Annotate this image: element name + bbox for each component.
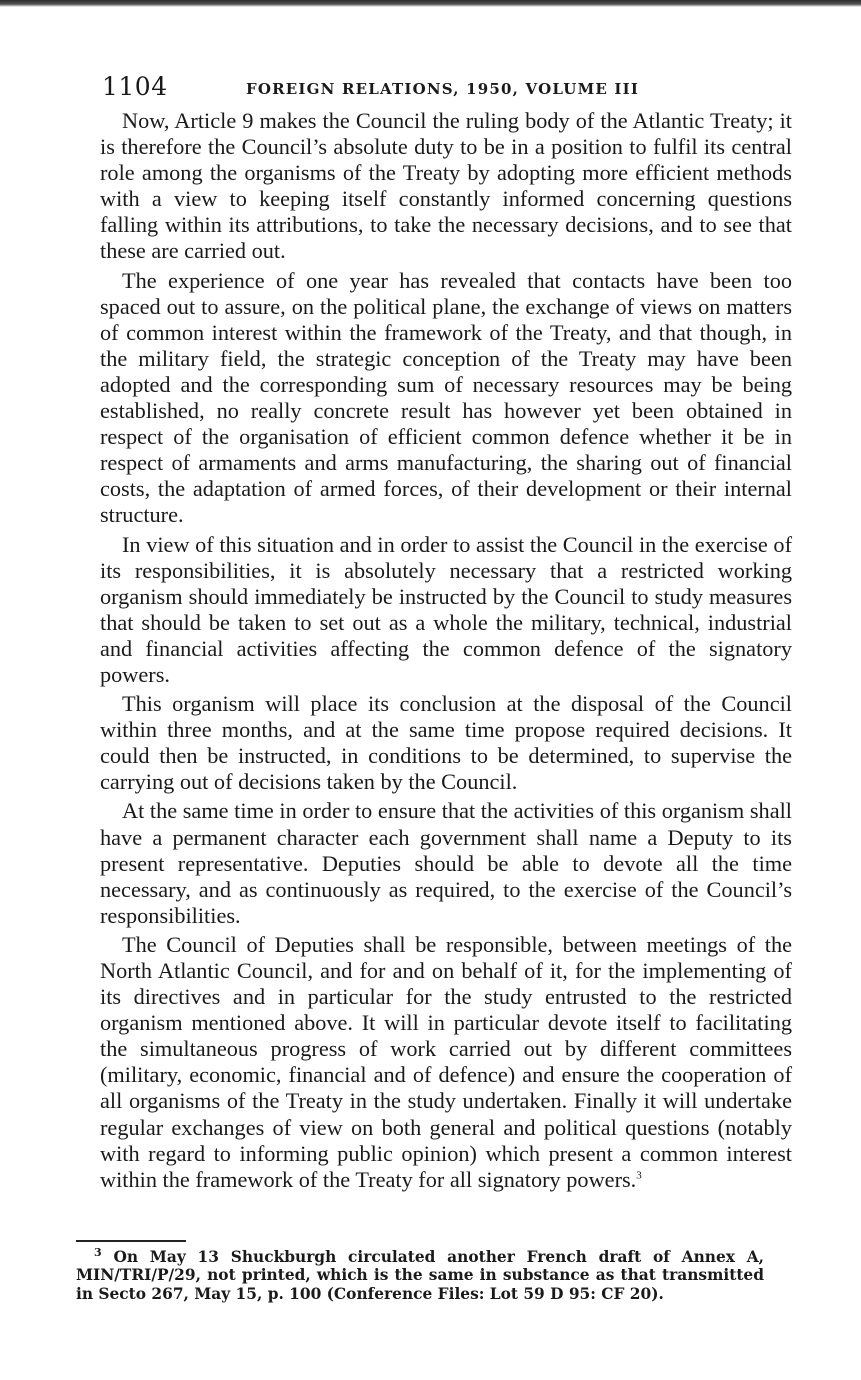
- footnote: [76, 1245, 765, 1304]
- footnote-rule: [76, 1240, 186, 1242]
- page-number: 1104: [102, 72, 168, 101]
- footnote-reference: 3: [636, 1169, 642, 1182]
- footnote-text: On May 13 Shuckburgh circulated another French draft of Annex A, MIN/TRI/P/29, not printed, which is the same in substance as that transmitted in Secto 267, May 15, p. 100 (Conference Files: Lot 59 D 95: CF 20).: [76, 1247, 765, 1303]
- footnote-marker: 3: [94, 1245, 102, 1259]
- paragraph-article-9: Now, Article 9 makes the Council the ruling body of the Atlantic Treaty; it is therefore the Council’s absolute duty to be in a position to fulfil its central role among the organisms of the Treaty by adopting more efficient methods with a view to keeping itself constantly informed concerning questions falling within its attributions, to take the necessary decisions, and to see that these are carried out.: [100, 108, 792, 264]
- paragraph-deputies-text: At the same time in order to ensure that the activities of this organism shall have a permanent character each government shall name a Deputy to its present representative. Deputies should be able to devote all the time necessary, and as continuously as required, to the exercise of the Council’s responsibilities.: [100, 798, 792, 928]
- paragraph-council-of-deputies: [100, 932, 792, 1193]
- running-head: FOREIGN RELATIONS, 1950, VOLUME III: [246, 80, 640, 98]
- paragraph-deputies: [100, 798, 792, 928]
- body-text: [100, 108, 792, 1193]
- scan-top-border: [0, 0, 861, 7]
- paragraph-experience: The experience of one year has revealed that contacts have been too spaced out to assure, on the political plane, the exchange of views on matters of common interest within the framework of the Treaty, and that though, in the military field, the strategic conception of the Treaty may have been adopted and the corresponding sum of necessary resources may be being established, no really concrete result has however yet been obtained in respect of the organisation of efficient common defence whether it be in respect of armaments and arms manufacturing, the sharing out of financial costs, the adaptation of armed forces, of their development or their internal structure.: [100, 267, 792, 528]
- paragraph-view-of-situation: In view of this situation and in order to assist the Council in the exercise of its responsibilities, it is absolutely necessary that a restricted working organism should immediately be instructed by the Council to study measures that should be taken to set out as a whole the military, technical, industrial and financial activities affecting the common defence of the signatory powers.: [100, 531, 792, 687]
- page-header: [76, 68, 792, 108]
- paragraph-organism-conclusion: This organism will place its conclusion at the disposal of the Council within three months, and at the same time propose required decisions. It could then be instructed, in conditions to be determined, to supervise the carrying out of decisions taken by the Council.: [100, 691, 792, 795]
- paragraph-council-of-deputies-text: The Council of Deputies shall be responsible, between meetings of the North Atlantic Council, and for and on behalf of it, for the implementing of its directives and in particular for the study entrusted to the restricted organism mentioned above. It will in particular devote itself to facilitating the simultaneous progress of work carried out by different committees (military, economic, financial and of defence) and ensure the cooperation of all organisms of the Treaty in the study undertaken. Finally it will undertake regular exchanges of view on both general and political questions (notably with regard to informing public opinion) which present a common interest within the framework of the Treaty for all signatory powers.: [100, 931, 792, 1192]
- document-page: [76, 68, 792, 1196]
- footnote-area: [0, 1210, 861, 1303]
